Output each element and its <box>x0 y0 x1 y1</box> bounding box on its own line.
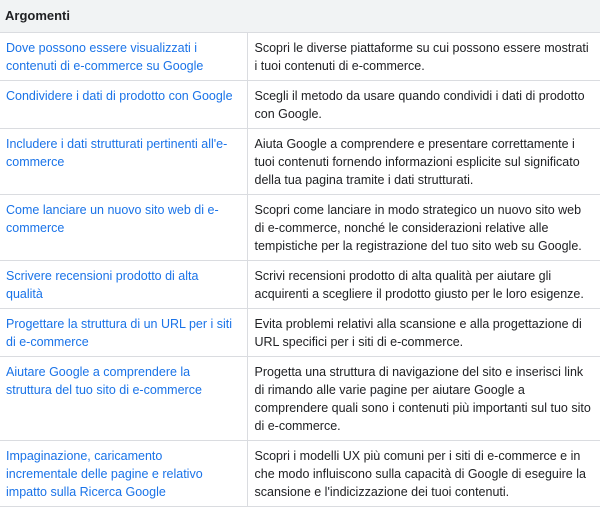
topic-link-launch-new-site[interactable]: Come lanciare un nuovo sito web di e-commerce <box>6 203 219 235</box>
table-row <box>0 195 600 261</box>
description-cell: Scegli il metodo da usare quando condividi i dati di prodotto con Google. <box>247 81 600 129</box>
table-row <box>0 81 600 129</box>
description-cell: Scopri come lanciare in modo strategico un nuovo sito web di e-commerce, nonché le considerazioni relative alle tempistiche per la registrazione del tuo sito web su Google. <box>247 195 600 261</box>
topic-cell <box>0 195 247 261</box>
topic-cell <box>0 129 247 195</box>
topic-link-ecommerce-visibility[interactable]: Dove possono essere visualizzati i contenuti di e-commerce su Google <box>6 41 204 73</box>
table-body <box>0 33 600 507</box>
table-header <box>0 0 600 33</box>
table-row <box>0 261 600 309</box>
topic-link-site-structure[interactable]: Aiutare Google a comprendere la struttura del tuo sito di e-commerce <box>6 365 202 397</box>
topic-cell <box>0 81 247 129</box>
header-title: Argomenti <box>0 0 600 33</box>
table-row <box>0 129 600 195</box>
topic-cell <box>0 441 247 507</box>
topic-link-url-structure[interactable]: Progettare la struttura di un URL per i siti di e-commerce <box>6 317 233 349</box>
table-row <box>0 357 600 441</box>
topic-cell <box>0 33 247 81</box>
description-cell: Evita problemi relativi alla scansione e alla progettazione di URL specifici per i siti di e-commerce. <box>247 309 600 357</box>
topic-link-pagination[interactable]: Impaginazione, caricamento incrementale delle pagine e relativo impatto sulla Ricerca Google <box>6 449 203 499</box>
topic-cell <box>0 309 247 357</box>
table-row <box>0 441 600 507</box>
topic-cell <box>0 261 247 309</box>
description-cell: Scopri le diverse piattaforme su cui possono essere mostrati i tuoi contenuti di e-commerce. <box>247 33 600 81</box>
header-row <box>0 0 600 33</box>
description-cell: Aiuta Google a comprendere e presentare correttamente i tuoi contenuti fornendo informazioni esplicite sul significato della tua pagina tramite i dati strutturati. <box>247 129 600 195</box>
description-cell: Scrivi recensioni prodotto di alta qualità per aiutare gli acquirenti a scegliere il prodotto giusto per le loro esigenze. <box>247 261 600 309</box>
topic-cell <box>0 357 247 441</box>
topic-link-share-product-data[interactable]: Condividere i dati di prodotto con Google <box>6 89 233 103</box>
table-row <box>0 33 600 81</box>
table-row <box>0 309 600 357</box>
topic-link-product-reviews[interactable]: Scrivere recensioni prodotto di alta qualità <box>6 269 199 301</box>
description-cell: Scopri i modelli UX più comuni per i siti di e-commerce e in che modo influiscono sulla capacità di Google di eseguire la scansione e l'indicizzazione dei tuoi contenuti. <box>247 441 600 507</box>
description-cell: Progetta una struttura di navigazione del sito e inserisci link di rimando alle varie pagine per aiutare Google a comprendere quali sono i contenuti più importanti sul tuo sito di e-commerce. <box>247 357 600 441</box>
topic-link-structured-data[interactable]: Includere i dati strutturati pertinenti all'e-commerce <box>6 137 228 169</box>
